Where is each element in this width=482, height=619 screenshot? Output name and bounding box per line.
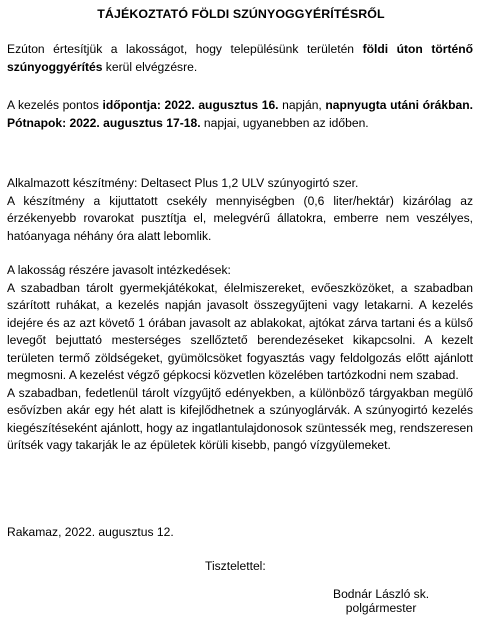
product-section <box>7 175 473 245</box>
measures-paragraph-1: A szabadban tárolt gyermekjátékokat, élelmiszereket, evőeszközöket, a szabadban szárított ruhákat, a kezelés napján javasolt összegyűjteni vagy letakarni. A kezelés idejére és az azt követő 1 órában javasolt az ablakokat, ajtókat zárva tartani és a külső levegőt bejuttató mesterséges szellőztető berendezéseket kikapcsolni. A kezelt területen termő zöldségeket, gyümölcsöket fogyasztás vagy feldolgozás előtt ajánlott megmosni. A kezelést végző gépkocsi közvetlen közelében tartózkodni nem szabad. <box>7 280 473 382</box>
product-description: A készítmény a kijuttatott csekély mennyiségben (0,6 liter/hektár) kizárólag az érzékenyebb rovarokat pusztítja el, melegvérű állatokra, emberre nem veszélyes, hatóanyaga néhány óra alatt lebomlik. <box>7 193 473 243</box>
schedule-text-2: napján, <box>278 98 326 112</box>
product-name-line: Alkalmazott készítmény: Deltasect Plus 1,2 ULV szúnyogirtó szer. <box>7 176 359 190</box>
schedule-date: időpontja: 2022. augusztus 16. <box>102 98 279 112</box>
signatory-name: Bodnár László sk. <box>333 587 430 601</box>
intro-text-2: kerül elvégzésre. <box>102 59 198 74</box>
schedule-text-3: napjai, ugyanebben az időben. <box>200 115 369 130</box>
greeting: Tisztelettel: <box>205 559 266 573</box>
place-and-date: Rakamaz, 2022. augusztus 12. <box>7 525 174 539</box>
measures-section <box>7 262 473 455</box>
signatory-title: polgármester <box>345 601 417 615</box>
intro-bold: földi úton történő szúnyoggyérítés <box>7 42 473 74</box>
schedule-paragraph <box>7 97 473 132</box>
document-title: TÁJÉKOZTATÓ FÖLDI SZÚNYOGGYÉRÍTÉSRŐL <box>97 7 385 21</box>
schedule-text-1: A kezelés pontos <box>7 98 103 112</box>
intro-paragraph <box>7 41 473 76</box>
measures-paragraph-2: A szabadban, fedetlenül tárolt vízgyűjtő edényekben, a különböző tárgyakban megülő esővízben akár egy hét alatt is kifejlődhetnek a szúnyoglárvák. A szúnyogirtó kezelés kiegészítéseként ajánlott, hogy az ingatlantulajdonosok szüntessék meg, rendszeresen ürítsék vagy takarják le az épületek körüli kisebb, pangó vízgyülemeket. <box>7 385 473 452</box>
measures-heading: A lakosság részére javasolt intézkedések: <box>7 263 231 277</box>
signature-block <box>333 587 429 615</box>
intro-text-1: Ezúton értesítjük a lakosságot, hogy településünk területén <box>7 42 363 56</box>
schedule-time-and-backup: napnyugta utáni órákban. Pótnapok: 2022. augusztus 17-18. <box>7 98 473 130</box>
